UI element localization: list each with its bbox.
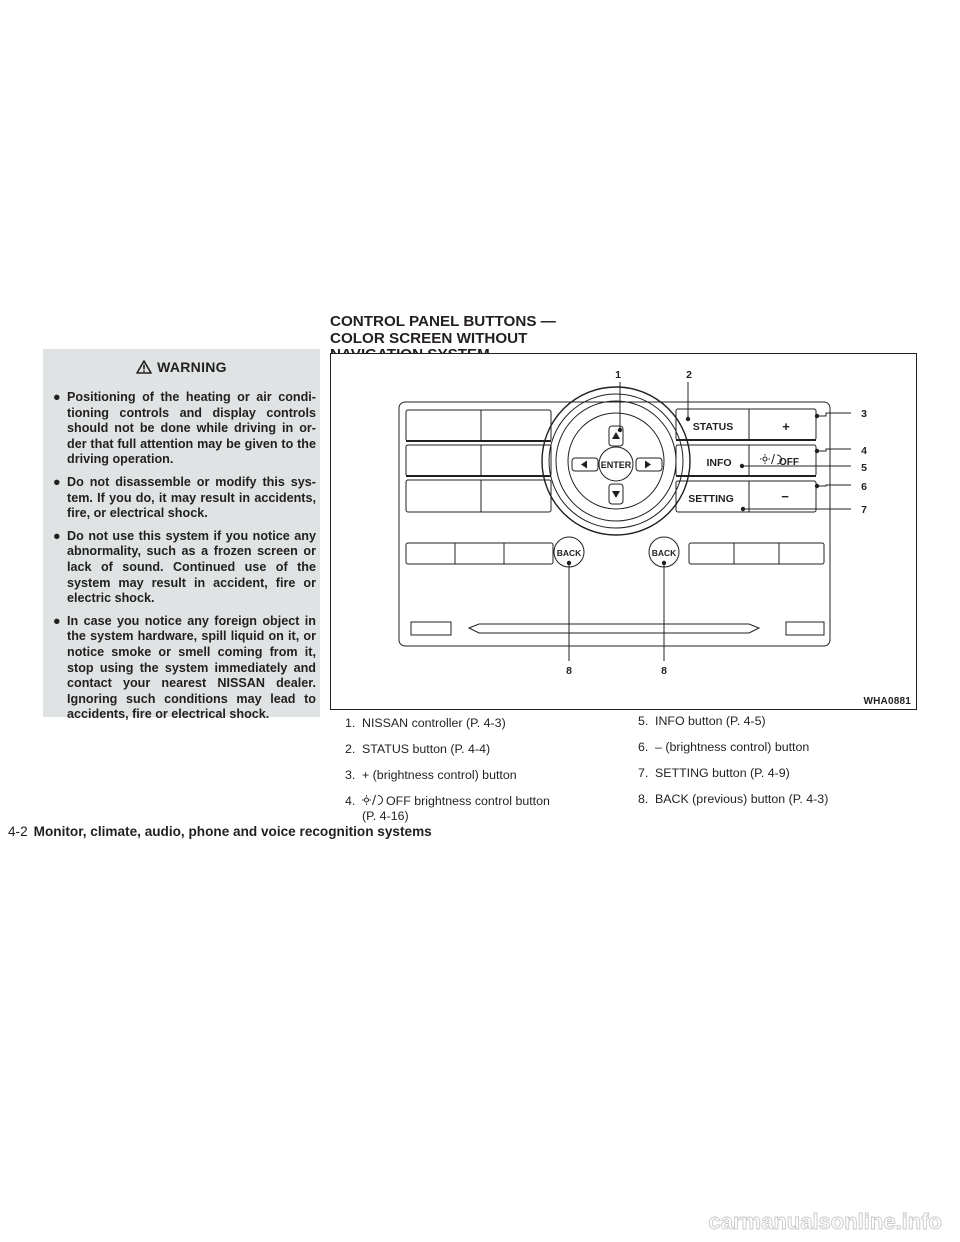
nissan-controller — [542, 387, 690, 535]
legend-item: 1. NISSAN controller (P. 4-3) — [345, 716, 506, 730]
warning-title: WARNING — [157, 359, 227, 375]
left-button-row-2 — [406, 445, 551, 476]
legend-item: 6. – (brightness control) button — [638, 740, 810, 754]
lower-right-buttons — [689, 543, 824, 564]
warning-item: ● Positioning of the heating or air condi-tioning controls and display controls should not be done while driving in or-der that full attention may be given to the driving operation. — [53, 390, 316, 467]
callout-8-left: 8 — [566, 665, 572, 677]
control-panel-figure — [330, 353, 917, 710]
callout-2: 2 — [686, 369, 692, 381]
enter-button: ENTER — [600, 460, 632, 470]
cd-slot — [469, 624, 759, 633]
section-title: CONTROL PANEL BUTTONS — COLOR SCREEN WITHOUT — [330, 313, 556, 347]
warning-item: ● In case you notice any foreign object in the system hardware, spill liquid on it, or notice smoke or smell coming from it, stop using the system immediately and contact your nearest NISSAN dealer. Ignoring such conditions may lead to accidents, fire or electrical shock. — [53, 613, 316, 722]
left-button-row-1 — [406, 410, 551, 441]
callout-3: 3 — [861, 408, 867, 420]
warning-triangle-icon — [136, 360, 152, 374]
page-footer — [8, 824, 432, 839]
bottom-right-button — [786, 622, 824, 635]
page-number: 4-2 — [8, 824, 28, 839]
warning-list — [47, 390, 316, 730]
lower-left-buttons — [406, 543, 553, 564]
sun-moon-icon — [362, 794, 384, 806]
chapter-title: Monitor, climate, audio, phone and voice recognition systems — [33, 824, 432, 839]
figure-code: WHA0881 — [863, 696, 911, 707]
callout-7: 7 — [861, 504, 867, 516]
watermark-logo — [612, 1208, 942, 1236]
minus-button: − — [781, 489, 789, 504]
callout-1: 1 — [615, 369, 621, 381]
plus-button: + — [782, 419, 790, 434]
callout-4: 4 — [861, 445, 867, 457]
info-button: INFO — [706, 457, 732, 469]
warning-box — [43, 349, 320, 722]
legend-left — [345, 716, 615, 835]
legend-item: 5. INFO button (P. 4-5) — [638, 714, 766, 728]
warning-header — [43, 349, 320, 385]
control-panel-diagram — [331, 354, 918, 711]
legend-item: 8. BACK (previous) button (P. 4-3) — [638, 792, 829, 806]
legend-right — [638, 714, 928, 818]
off-button: OFF — [779, 457, 799, 468]
warning-item: ● Do not use this system if you notice any abnormality, such as a frozen screen or lack of sound. Continued use of the system may result in accident, fire or electric shock. — [53, 528, 316, 606]
left-button-row-3 — [406, 480, 551, 512]
bottom-left-button — [411, 622, 451, 635]
setting-button: SETTING — [688, 493, 734, 505]
callout-8-right: 8 — [661, 665, 667, 677]
watermark-text: carmanualsonline.info — [708, 1209, 942, 1234]
legend-item: 2. STATUS button (P. 4-4) — [345, 742, 491, 756]
back-label-left: BACK — [556, 548, 582, 558]
legend-item: 3. + (brightness control) button — [345, 768, 517, 782]
warning-item: ● Do not disassemble or modify this sys-tem. If you do, it may result in accidents, fire, or electrical shock. — [53, 474, 316, 521]
back-label-right: BACK — [651, 548, 677, 558]
callout-5: 5 — [861, 462, 867, 474]
legend-item: 7. SETTING button (P. 4-9) — [638, 766, 790, 780]
status-button: STATUS — [692, 421, 734, 433]
legend-item: 4. OFF brightness control button (P. 4-16) — [345, 794, 550, 823]
callout-6: 6 — [861, 481, 867, 493]
